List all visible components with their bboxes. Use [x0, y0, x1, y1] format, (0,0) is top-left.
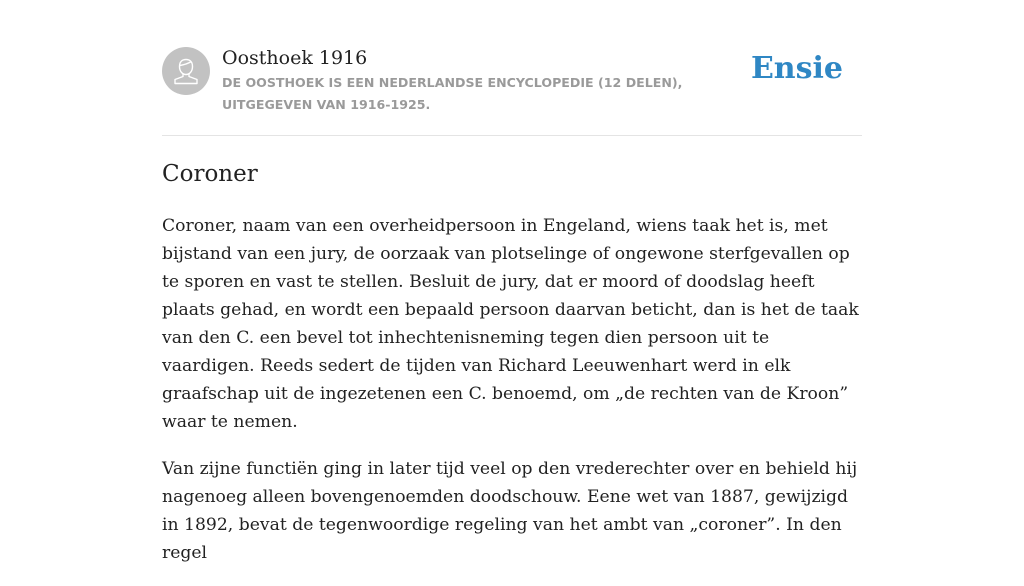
content-container — [162, 0, 862, 563]
ensie-logo[interactable]: Ensie — [750, 51, 843, 86]
article-paragraph: Coroner, naam van een overheidpersoon in Engeland, wiens taak het is, met bijstand van een jury, de oorzaak van plotselinge of ongewone sterfgevallen op te sporen en vast te stellen. Besluit de jury, dat er moord of doodslag heeft plaats gehad, en wordt een bepaald persoon daarvan beticht, dan is het de taak van den C. een bevel tot inhechtenisneming tegen dien persoon uit te vaardigen. Reeds sedert de tijden van Richard Leeuwenhart werd in elk graafschap uit de ingezetenen een C. benoemd, om „de rechten van de Kroon” waar te nemen. — [162, 216, 859, 432]
article-paragraph: Van zijne functiën ging in later tijd veel op den vrederechter over en behield hij nagenoeg alleen bovengenoemden doodschouw. Eene wet van 1887, gewijzigd in 1892, bevat de tegenwoordige regeling van het ambt van „coroner”. In den regel — [162, 459, 858, 563]
source-avatar[interactable] — [162, 47, 210, 95]
source-header — [162, 0, 862, 136]
source-description: DE OOSTHOEK IS EEN NEDERLANDSE ENCYCLOPEDIE (12 DELEN), UITGEGEVEN VAN 1916-1925. — [222, 75, 683, 112]
article-body — [162, 212, 862, 586]
article-title: Coroner — [162, 161, 258, 187]
user-icon — [162, 47, 210, 95]
source-title[interactable]: Oosthoek 1916 — [222, 47, 368, 69]
